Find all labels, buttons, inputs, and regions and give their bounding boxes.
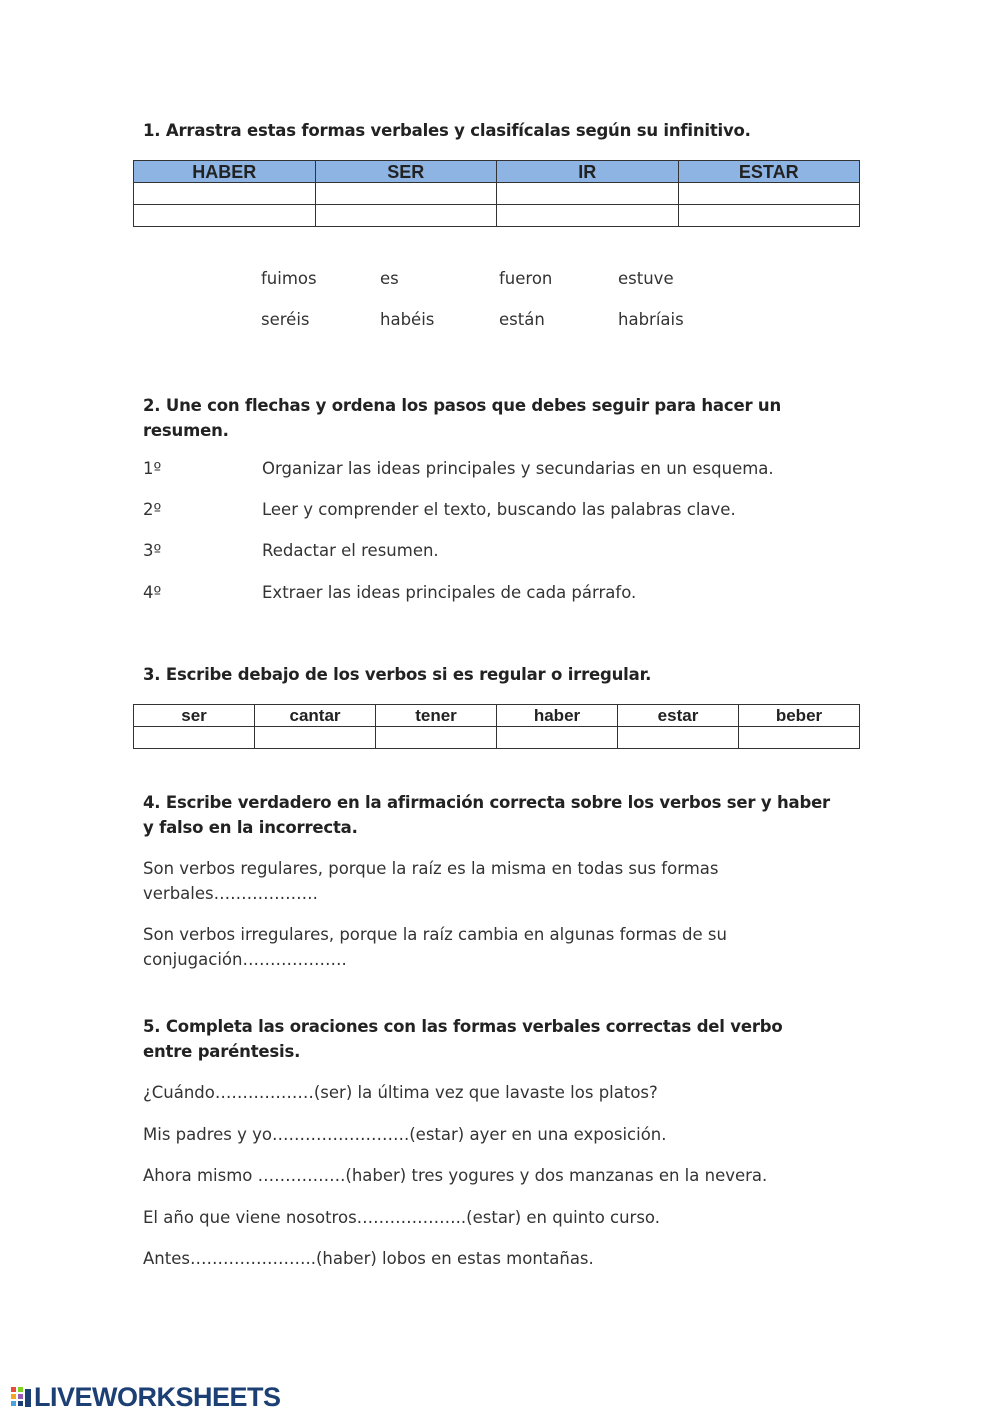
q3-verbs-table (133, 704, 860, 749)
q1-drop-cell[interactable] (678, 183, 860, 205)
q3-title: 3. Escribe debajo de los verbos si es regular o irregular. (143, 665, 652, 684)
q5-sentence: ¿Cuándo………………(ser) la última vez que lavaste los platos? (143, 1083, 658, 1102)
q1-drop-cell[interactable] (497, 183, 679, 205)
q2-step-text[interactable]: Extraer las ideas principales de cada párrafo. (262, 583, 637, 602)
q3-header-haber: haber (497, 705, 618, 727)
q4-title: 4. Escribe verdadero en la afirmación correcta sobre los verbos ser y haber y falso en la incorrecta. (143, 793, 830, 837)
q3-answer-input[interactable] (497, 727, 618, 749)
q3-header-estar: estar (618, 705, 739, 727)
q1-drop-cell[interactable] (134, 183, 316, 205)
q1-classification-table (133, 160, 860, 227)
q1-word-habeis[interactable]: habéis (380, 310, 435, 329)
q5-sentence: Mis padres y yo…………………….(estar) ayer en una exposición. (143, 1125, 667, 1144)
q1-word-es[interactable]: es (380, 269, 399, 288)
q2-step-text[interactable]: Organizar las ideas principales y secundarias en un esquema. (262, 459, 774, 478)
q3-answer-input[interactable] (134, 727, 255, 749)
q5-sentence: Antes…………………..(haber) lobos en estas montañas. (143, 1249, 594, 1268)
q1-word-fueron[interactable]: fueron (499, 269, 553, 288)
q1-drop-cell[interactable] (315, 183, 497, 205)
q4-statement-regular: Son verbos regulares, porque la raíz es la misma en todas sus formas verbales………………. (143, 859, 719, 903)
q1-word-estuve[interactable]: estuve (618, 269, 674, 288)
q2-title: 2. Une con flechas y ordena los pasos que debes seguir para hacer un resumen. (143, 396, 782, 440)
q1-word-habriais[interactable]: habríais (618, 310, 684, 329)
q3-header-ser: ser (134, 705, 255, 727)
q3-header-tener: tener (376, 705, 497, 727)
q1-drop-cell[interactable] (134, 205, 316, 227)
q3-header-cantar: cantar (255, 705, 376, 727)
q2-step-text[interactable]: Leer y comprender el texto, buscando las palabras clave. (262, 500, 736, 519)
q3-header-beber: beber (739, 705, 860, 727)
liveworksheets-logo-icon (10, 1384, 32, 1410)
q1-header-estar: ESTAR (678, 161, 860, 183)
q5-sentence: Ahora mismo …………….(haber) tres yogures y dos manzanas en la nevera. (143, 1166, 768, 1185)
q3-answer-input[interactable] (739, 727, 860, 749)
q3-answer-input[interactable] (618, 727, 739, 749)
q1-header-haber: HABER (134, 161, 316, 183)
q2-step-number[interactable]: 1º (143, 459, 162, 478)
q2-step-number[interactable]: 4º (143, 583, 162, 602)
q5-sentence: El año que viene nosotros………………..(estar) en quinto curso. (143, 1208, 660, 1227)
q3-answer-input[interactable] (376, 727, 497, 749)
liveworksheets-logo-text: LIVEWORKSHEETS (34, 1381, 281, 1412)
q2-step-text[interactable]: Redactar el resumen. (262, 541, 439, 560)
q4-statement-irregular: Son verbos irregulares, porque la raíz cambia en algunas formas de su conjugación………………. (143, 925, 727, 969)
q2-step-number[interactable]: 2º (143, 500, 162, 519)
liveworksheets-logo (10, 1382, 281, 1412)
q5-title: 5. Completa las oraciones con las formas verbales correctas del verbo entre paréntesis. (143, 1017, 783, 1061)
q1-drop-cell[interactable] (678, 205, 860, 227)
q1-title: 1. Arrastra estas formas verbales y clasifícalas según su infinitivo. (143, 121, 751, 140)
q1-drop-cell[interactable] (497, 205, 679, 227)
q1-header-ser: SER (315, 161, 497, 183)
q2-step-number[interactable]: 3º (143, 541, 162, 560)
q1-word-estan[interactable]: están (499, 310, 545, 329)
q1-word-fuimos[interactable]: fuimos (261, 269, 317, 288)
q1-drop-cell[interactable] (315, 205, 497, 227)
q1-header-ir: IR (497, 161, 679, 183)
q3-answer-input[interactable] (255, 727, 376, 749)
q1-word-sereis[interactable]: seréis (261, 310, 310, 329)
